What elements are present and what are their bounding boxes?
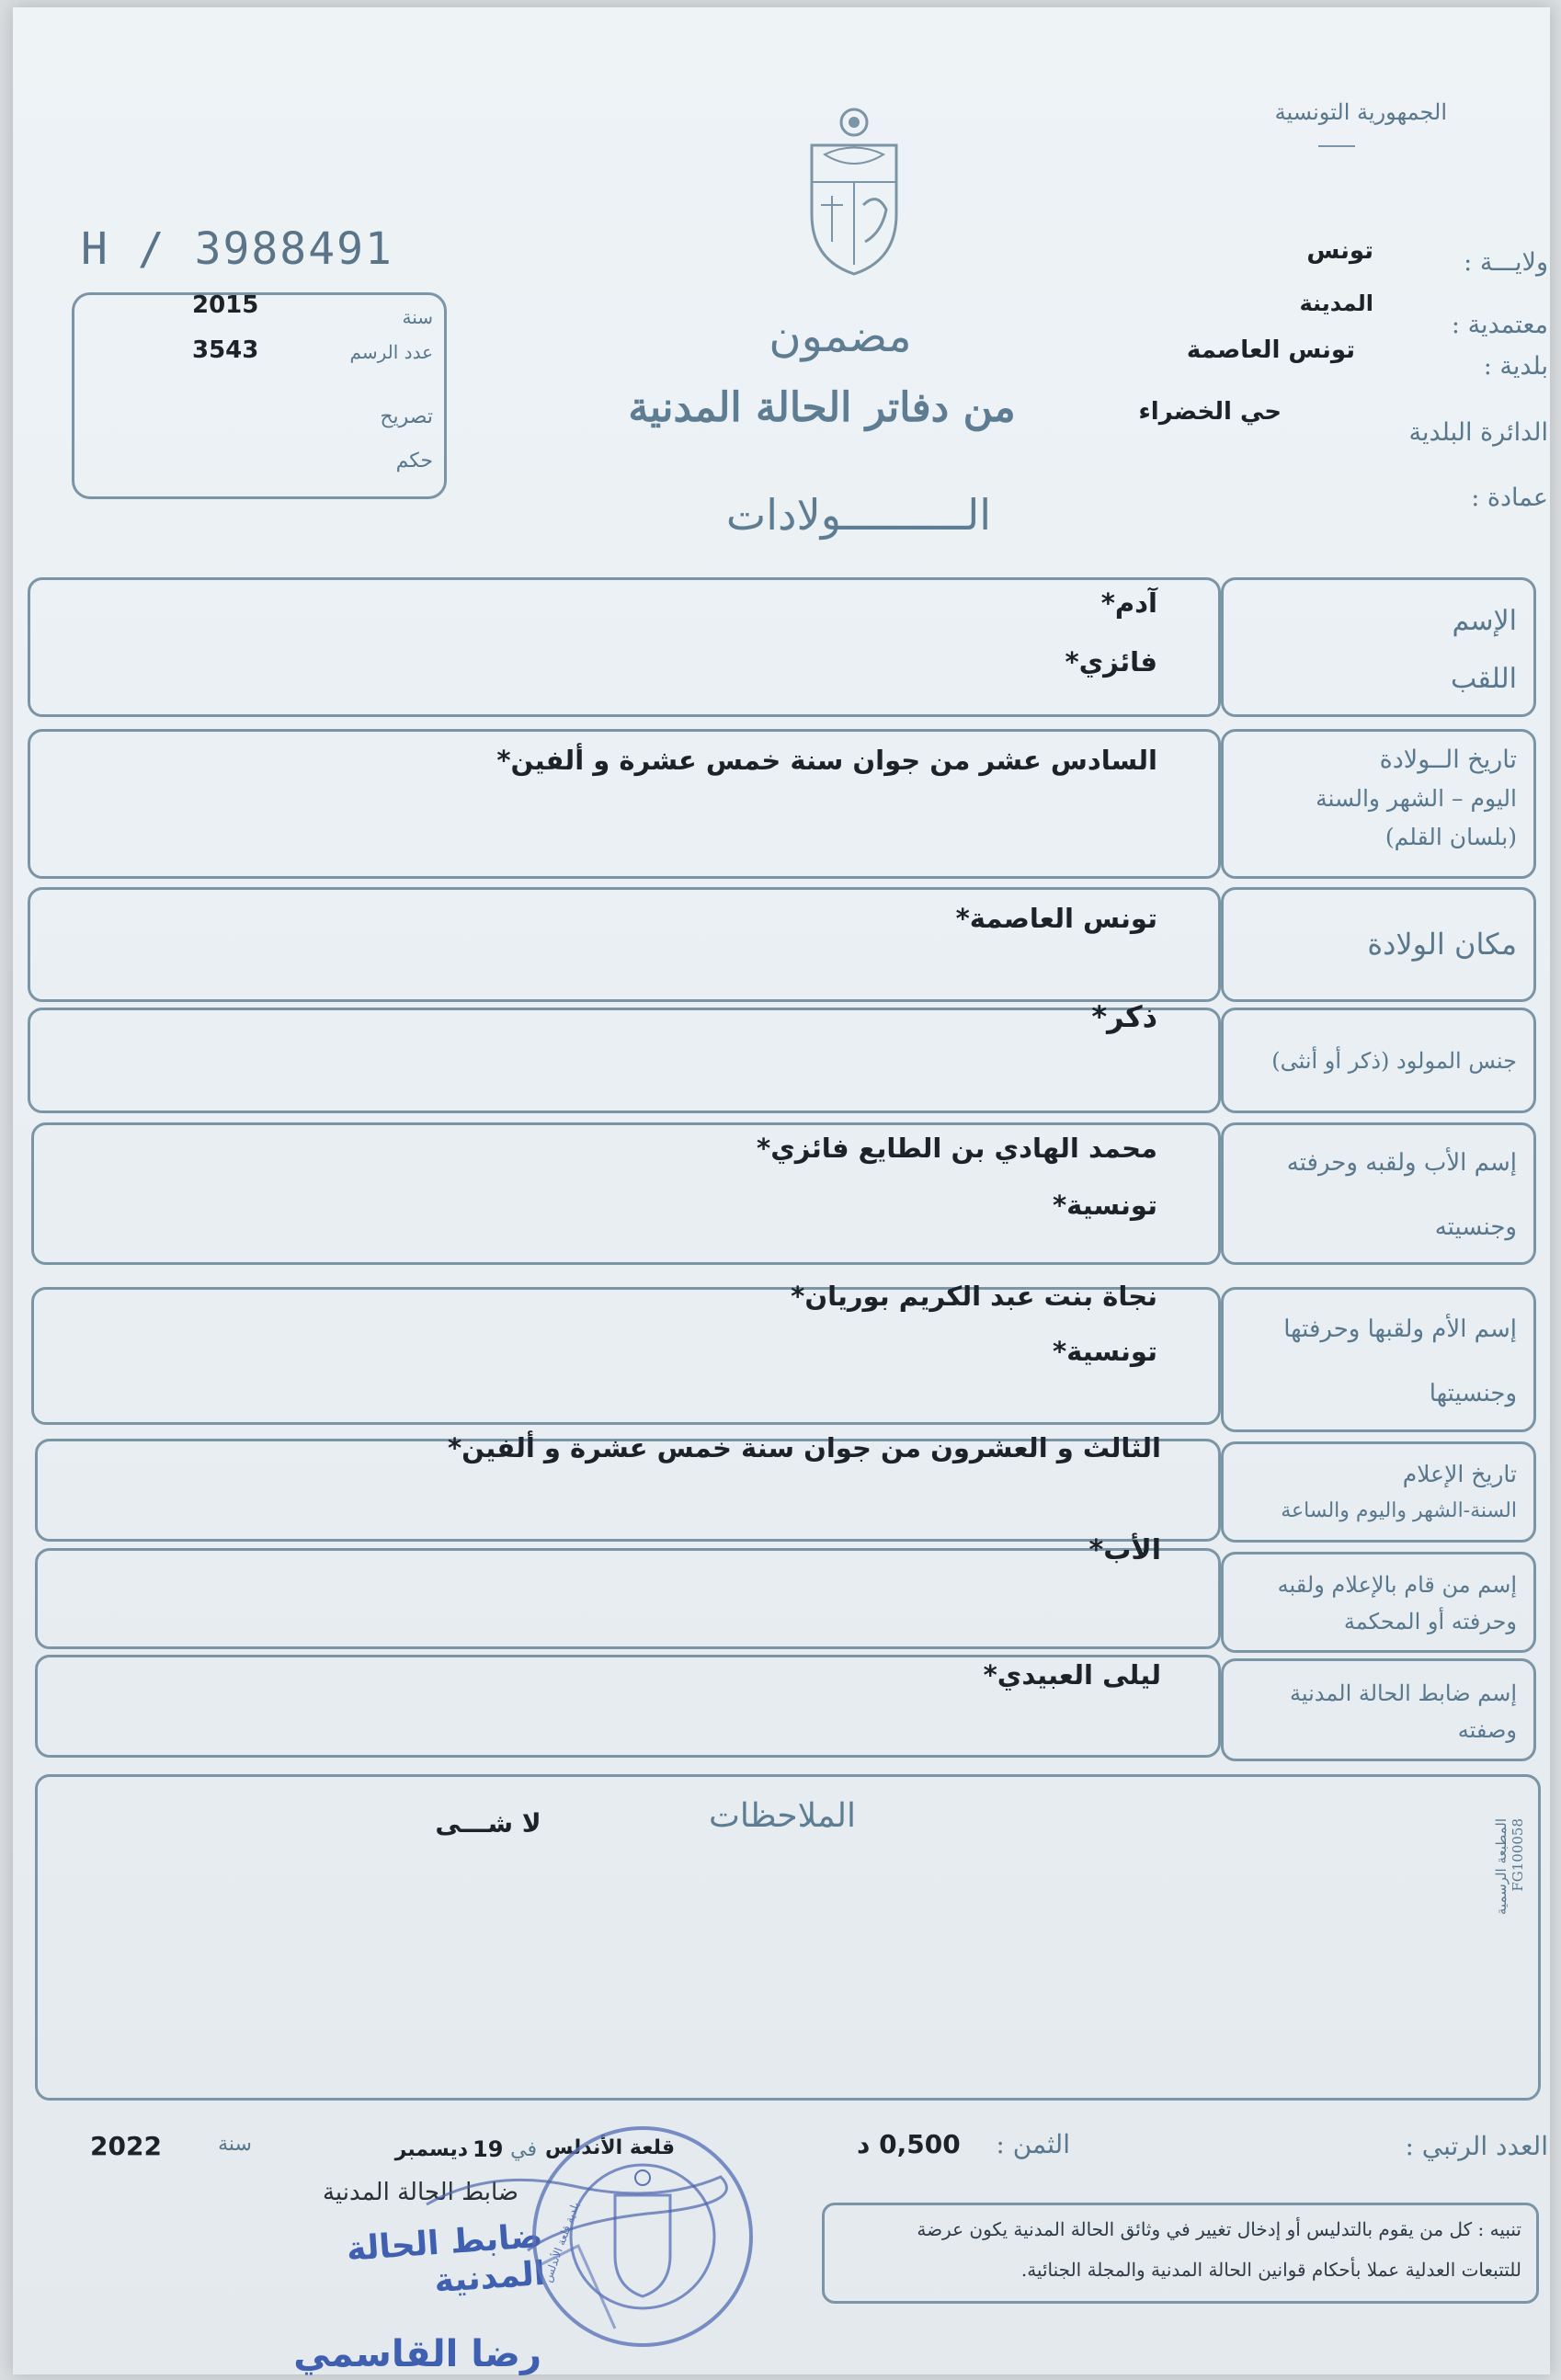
divider	[1318, 145, 1355, 147]
district-value: حي الخضراء	[1138, 398, 1282, 426]
registration-number-label: عدد الرسم	[349, 341, 433, 363]
father-nationality-value: تونسية*	[1052, 1190, 1157, 1221]
declarant-label: إسم من قام بالإعلام ولقبه	[1277, 1572, 1517, 1598]
warning-box	[822, 2203, 1539, 2304]
issue-year-label: سنة	[218, 2133, 252, 2156]
last-name-value: فائزي*	[1065, 646, 1157, 678]
municipality-value: تونس العاصمة	[1186, 336, 1355, 364]
declarant-value-box	[35, 1534, 1221, 1649]
document-serial: H / 3988491	[81, 223, 393, 275]
father-name-value: محمد الهادي بن الطايع فائزي*	[757, 1133, 1157, 1164]
birth-date-value-box	[28, 729, 1221, 879]
sex-value-box	[28, 999, 1221, 1113]
birth-place-value-box	[28, 887, 1221, 1002]
birth-place-label-box	[1221, 887, 1536, 1002]
registration-number: 3543	[192, 336, 259, 364]
mother-nationality-label: وجنسيتها	[1429, 1380, 1517, 1407]
sex-label-box	[1221, 1008, 1536, 1113]
serial-number-label: العدد الرتبي :	[1405, 2131, 1548, 2161]
mother-label-box	[1221, 1287, 1536, 1432]
printer-code: المطبعة الرسمية FG100058	[1493, 1818, 1526, 1916]
birth-date-label-box	[1221, 729, 1536, 879]
issue-year: 2022	[90, 2131, 162, 2161]
delegation-value: المدينة	[1299, 290, 1373, 316]
signature-icon	[417, 2149, 767, 2269]
declaration-date-label-box	[1221, 1441, 1536, 1543]
declaration-label: تصريح	[380, 405, 433, 428]
declarant-label-box	[1221, 1552, 1536, 1653]
mother-name-value: نجاة بنت عبد الكريم بوريان*	[791, 1281, 1157, 1312]
republic-label: الجمهورية التونسية	[1274, 99, 1447, 125]
mother-value-box	[31, 1281, 1221, 1425]
name-value-box	[28, 577, 1221, 717]
birth-certificate-document	[13, 7, 1550, 2374]
issue-place: قلعة الأندلس	[544, 2136, 675, 2159]
first-name-value: آدم*	[1100, 587, 1157, 619]
remarks-label: الملاحظات	[709, 1797, 856, 1835]
mother-nationality-value: تونسية*	[1052, 1336, 1157, 1367]
officer-title: ضابط الحالة المدنية	[322, 2179, 518, 2206]
father-nationality-label: وجنسيته	[1434, 1213, 1517, 1241]
coat-of-arms-icon	[799, 104, 909, 279]
price-value: 0,500 د	[857, 2129, 961, 2159]
officer-signature-name: رضا القاسمي	[293, 2333, 541, 2375]
name-label-box	[1221, 577, 1536, 717]
judgment-label: حكم	[395, 450, 433, 473]
year-label: سنة	[402, 306, 433, 328]
issue-day: 19	[473, 2136, 504, 2162]
father-value-box	[31, 1122, 1221, 1265]
officer-value: ليلى العبيدي*	[983, 1659, 1161, 1691]
declaration-date-label: تاريخ الإعلام	[1402, 1461, 1517, 1487]
officer-sublabel: وصفته	[1457, 1717, 1517, 1743]
state-value: تونس	[1306, 237, 1373, 265]
sex-label: جنس المولود (ذكر أو أنثى)	[1271, 1048, 1517, 1074]
registration-box	[72, 292, 447, 499]
delegation-label: معتمدية :	[1451, 311, 1548, 339]
last-name-label: اللقب	[1450, 663, 1517, 695]
birth-place-label: مكان الولادة	[1367, 927, 1517, 962]
price-label: الثمن :	[996, 2129, 1070, 2159]
municipality-label: بلدية :	[1483, 352, 1548, 381]
officer-label: إسم ضابط الحالة المدنية	[1290, 1680, 1517, 1706]
document-subtitle: من دفاتر الحالة المدنية	[628, 384, 1016, 431]
declarant-value: الأب*	[1088, 1534, 1161, 1566]
mother-label: إسم الأم ولقبها وحرفتها	[1283, 1315, 1517, 1343]
first-name-label: الإسم	[1452, 605, 1517, 637]
sex-value: ذكر*	[1091, 999, 1157, 1034]
declarant-sublabel: وحرفته أو المحكمة	[1343, 1609, 1517, 1634]
district-label: الدائرة البلدية	[1408, 418, 1548, 447]
document-title: مضمون	[769, 311, 912, 362]
declaration-date-sublabel: السنة-الشهر واليوم والساعة	[1281, 1499, 1517, 1522]
issue-date-prefix: في	[510, 2138, 537, 2161]
section-title: الــــــــــولادات	[725, 490, 992, 540]
declaration-date-value-box	[35, 1432, 1221, 1542]
officer-stamp: ضابط الحالة المدنية	[345, 2216, 547, 2301]
issue-month: ديسمبر	[394, 2138, 468, 2161]
officer-value-box	[35, 1655, 1221, 1758]
birth-place-value: تونس العاصمة*	[955, 903, 1157, 934]
birth-date-value: السادس عشر من جوان سنة خمس عشرة و ألفين*	[496, 745, 1157, 776]
birth-date-sublabel: اليوم – الشهر والسنة	[1316, 785, 1517, 812]
remarks-value: لا شـــى	[435, 1808, 541, 1839]
omda-label: عمادة :	[1471, 484, 1548, 512]
state-label: ولايـــة :	[1464, 248, 1548, 277]
remarks-box	[35, 1774, 1541, 2101]
seal-text: بلدية قلعة الأندلس	[541, 2200, 582, 2284]
birth-date-label: تاريخ الــولادة	[1379, 746, 1517, 774]
birth-date-note: (بلسان القلم)	[1384, 824, 1517, 850]
warning-line-1: تنبيه : كل من يقوم بالتدليس أو إدخال تغيير في وثائق الحالة المدنية يكون عرضة	[917, 2218, 1521, 2240]
registration-year: 2015	[192, 291, 259, 319]
father-label: إسم الأب ولقبه وحرفته	[1286, 1149, 1517, 1177]
father-label-box	[1221, 1122, 1536, 1265]
officer-label-box	[1221, 1658, 1536, 1761]
warning-line-2: للتتبعات العدلية عملا بأحكام قوانين الحالة المدنية والمجلة الجنائية.	[1020, 2259, 1521, 2281]
declaration-date-value: الثالث و العشرون من جوان سنة خمس عشرة و ألفين*	[448, 1432, 1161, 1463]
